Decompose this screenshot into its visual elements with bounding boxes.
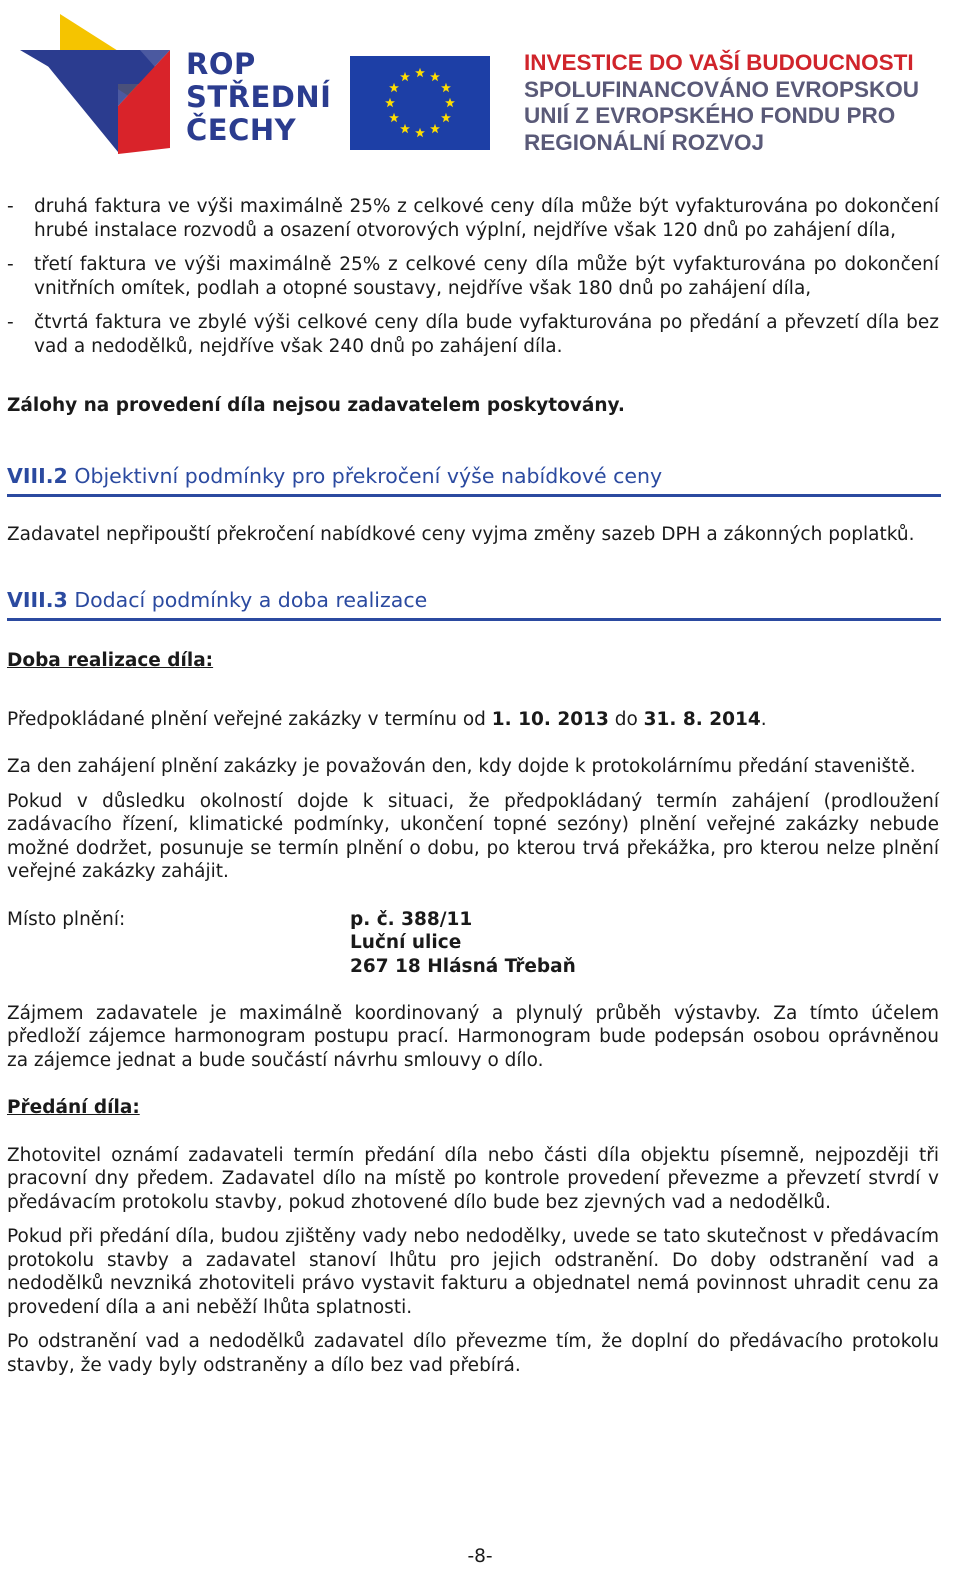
list-item [7,195,939,242]
page-header [0,0,960,175]
handover-heading: Předání díla: [7,1097,140,1118]
invoice-2-text: druhá faktura ve výši maximálně 25% z celkové ceny díla může být vyfakturována po dokončení hrubé instalace rozvodů a osazení otvorových výplní, nejdříve však 120 dnů po zahájení díla, [34,196,939,241]
realization-heading: Doba realizace díla: [7,650,214,671]
rop-line-2: STŘEDNÍ [186,80,332,114]
invoice-4-text: čtvrtá faktura ve zbylé výši celkové ceny díla bude vyfakturována po předání a převzetí díla bez vad a nedodělků, nejdříve však 240 dnů po zahájení díla. [34,312,939,357]
place-label: Místo plnění: [7,908,126,930]
planned-suffix: . [760,708,767,730]
planned-prefix: Předpokládané plnění veřejné zakázky v termínu od [7,708,492,730]
section-title: Objektivní podmínky pro překročení výše nabídkové ceny [67,463,663,488]
handover-paragraph-3: Po odstranění vad a nedodělků zadavatel dílo převezme tím, že doplní do předávacího protokolu stavby, že vady byly odstraněny a dílo bez vad přebírá. [7,1331,939,1376]
place-street: Luční ulice [350,932,462,953]
rop-line-3: ČECHY [186,113,297,147]
section-number: VIII. [7,588,54,612]
delay-paragraph: Pokud v důsledku okolností dojde k situaci, že předpokládaný termín zahájení (prodloužení zadávacího řízení, klimatické podmínky, ukončení topné sezóny) plnění veřejné zakázky nebude možné dodržet, posunuje se termín plnění o dobu, po kterou trvá překážka, pro kterou nelze plnění veřejné zakázky zahájit. [7,790,939,882]
bullet-dash: - [7,312,14,333]
place-address [350,908,576,979]
invoice-3-text: třetí faktura ve výši maximálně 25% z celkové ceny díla může být vyfakturována po dokončení vnitřních omítek, podlah a otopné soustavy, nejdříve však 180 dnů po zahájení díla, [34,254,939,299]
coordination-paragraph: Zájmem zadavatele je maximálně koordinovaný a plynulý průběh výstavby. Za tímto účelem předloží zájemce harmonogram postupu prací. Harmonogram bude podepsán osobou oprávněnou za zájemce jednat a bude součástí návrhu smlouvy o dílo. [7,1002,939,1071]
eu-line-2: SPOLUFINANCOVÁNO EVROPSKOU [524,76,920,102]
eu-line-4: REGIONÁLNÍ ROZVOJ [524,129,765,155]
date-from: 1. 10. 2013 [491,708,609,730]
document-body [7,195,939,1377]
handover-paragraph-1: Zhotovitel oznámí zadavateli termín předání díla nebo části díla objektu písemně, nejpozději tři pracovní dny předem. Zadavatel dílo na místě po kontrole provedení převezme a převzetí stvrdí v předávacím protokolu stavby, pokud zhotovené dílo bude bez zjevných vad a nedodělků. [7,1144,939,1213]
section-number: VIII. [7,463,54,488]
eu-flag-icon [350,56,490,150]
section-heading-viii-2 [7,464,941,497]
bullet-dash: - [7,254,14,275]
place-parcel: p. č. 388/11 [350,908,473,930]
planned-mid: do [608,708,644,730]
section-title: Dodací podmínky a doba realizace [67,588,428,612]
rop-line-1: ROP [186,47,256,81]
planned-term [7,708,939,732]
rop-logo-icon [20,14,170,154]
page-number: -8- [467,1546,493,1567]
list-item [7,311,939,358]
section-subnumber: 3 [53,588,68,612]
date-to: 31. 8. 2014 [643,708,761,730]
handover-paragraph-2: Pokud při předání díla, budou zjištěny vady nebo nedodělky, uvede se tato skutečnost v předávacím protokolu stavby a zadavatel stanoví lhůtu pro jejich odstranění. Do doby odstranění vad a nedodělků nevzniká zhotoviteli právo vystavit fakturu a objednatel nemá povinnost uhradit cenu za provedení díla a ani neběží lhůta splatnosti. [7,1226,939,1318]
section-subnumber: 2 [53,463,68,488]
advances-statement: Zálohy na provedení díla nejsou zadavatelem poskytovány. [7,395,625,416]
place-of-performance [7,908,939,979]
bullet-dash: - [7,196,14,217]
price-overrun-text: Zadavatel nepřipouští překročení nabídkové ceny vyjma změny sazeb DPH a zákonných poplatků. [7,523,915,545]
eu-slogan [524,50,919,156]
eu-line-3: UNIÍ Z EVROPSKÉHO FONDU PRO [524,103,896,128]
list-item [7,253,939,300]
start-definition: Za den zahájení plnění zakázky je považován den, kdy dojde k protokolárnímu předání staveniště. [7,756,916,777]
place-town: 267 18 Hlásná Třebaň [350,955,576,977]
rop-logo-text [186,48,331,147]
section-heading-viii-3 [7,588,941,621]
eu-line-1: INVESTICE DO VAŠÍ BUDOUCNOSTI [524,50,914,75]
